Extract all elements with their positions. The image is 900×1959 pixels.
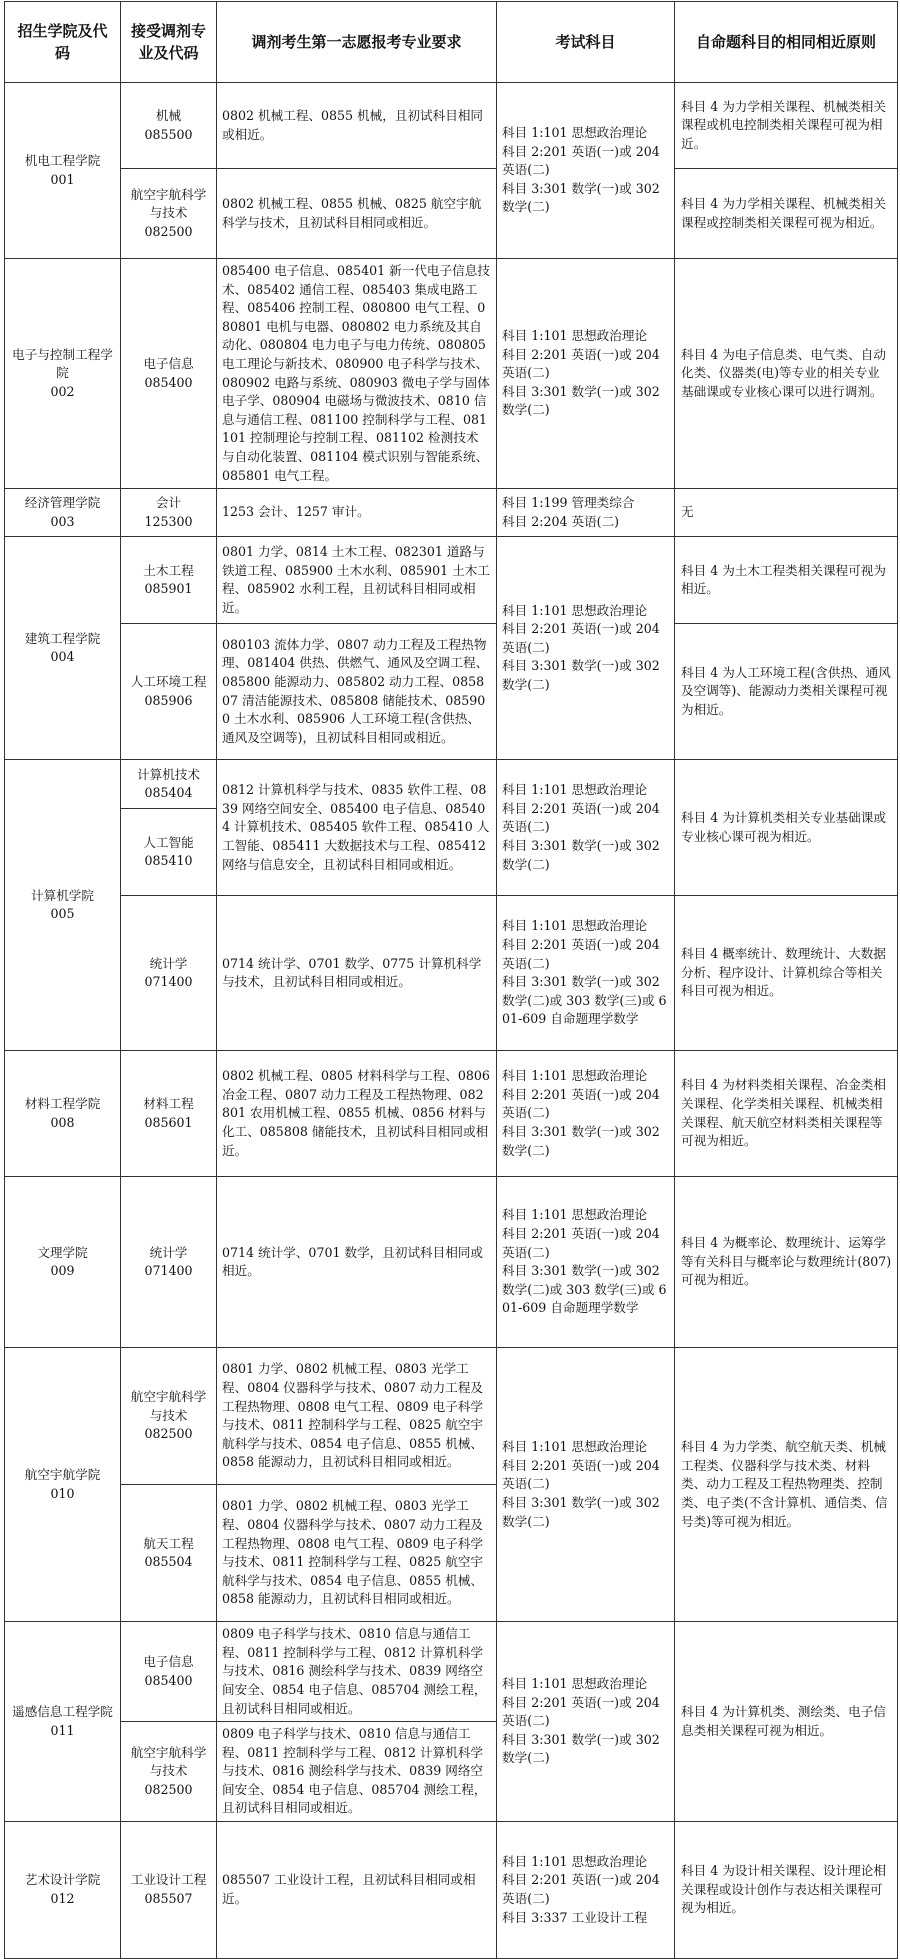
table-row <box>5 83 898 169</box>
exam-line: 科目 2:201 英语(一)或 204 英语(二) <box>502 800 660 835</box>
major-cell <box>121 83 217 169</box>
college-name: 文理学院 <box>37 1244 88 1260</box>
major-name: 航空宇航科学与技术 <box>130 1744 207 1779</box>
major-name: 机械 <box>155 107 182 123</box>
exam-line: 科目 3:301 数学(一)或 302 数学(二)或 303 数学(三)或 601-609 自命题理学数学 <box>502 974 667 1027</box>
exam-line: 科目 2:201 英语(一)或 204 英语(二) <box>502 143 660 178</box>
header-major: 接受调剂专业及代码 <box>121 2 217 83</box>
major-code: 085400 <box>144 1672 193 1688</box>
principle-cell: 科目 4 为概率论、数理统计、运筹学等有关科目与概率论与数理统计(807)可视为相近。 <box>675 1177 898 1348</box>
college-code: 011 <box>50 1722 75 1738</box>
exam-line: 科目 2:201 英语(一)或 204 英语(二) <box>502 1694 660 1729</box>
exam-line: 科目 1:199 管理类综合 <box>502 495 635 511</box>
principle-cell: 科目 4 为材料类相关课程、冶金类相关课程、化学类相关课程、机械类相关课程、航天航空材料类相关课程等可视为相近。 <box>675 1051 898 1177</box>
exam-line: 科目 2:201 英语(一)或 204 英语(二) <box>502 621 660 655</box>
college-cell <box>5 1348 121 1622</box>
requirement-cell: 1253 会计、1257 审计。 <box>217 489 497 537</box>
college-name: 计算机学院 <box>31 887 94 903</box>
principle-cell: 科目 4 为计算机类相关专业基础课或专业核心课可视为相近。 <box>675 760 898 896</box>
major-name: 航空宇航科学与技术 <box>130 1389 207 1423</box>
major-code: 071400 <box>144 974 193 990</box>
college-code: 004 <box>50 649 75 665</box>
exam-line: 科目 1:101 思想政治理论 <box>502 602 648 618</box>
exam-cell <box>497 259 675 489</box>
major-code: 085507 <box>144 1891 193 1907</box>
major-cell <box>121 169 217 259</box>
major-code: 082500 <box>144 1426 193 1442</box>
exam-line: 科目 2:201 英语(一)或 204 英语(二) <box>502 1872 660 1907</box>
exam-cell <box>497 489 675 537</box>
table-row <box>5 1051 898 1177</box>
requirement-cell: 0809 电子科学与技术、0810 信息与通信工程、0811 控制科学与工程、0812 计算机科学与技术、0816 测绘科学与技术、0839 网络空间安全、0854 电子信息、085704 测绘工程，且初试科目相同或相近。 <box>217 1622 497 1722</box>
major-name: 土木工程 <box>143 562 194 578</box>
adjustment-table <box>4 1 898 1959</box>
major-code: 071400 <box>144 1263 193 1279</box>
major-code: 085901 <box>144 581 193 597</box>
exam-line: 科目 1:101 思想政治理论 <box>502 125 648 141</box>
college-cell <box>5 1051 121 1177</box>
table-row <box>5 1177 898 1348</box>
college-name: 航空宇航学院 <box>24 1467 101 1483</box>
major-cell <box>121 1485 217 1622</box>
table-row <box>5 1822 898 1959</box>
exam-line: 科目 3:301 数学(一)或 302 数学(二) <box>502 1494 660 1529</box>
college-code: 002 <box>50 383 75 399</box>
exam-line: 科目 2:201 英语(一)或 204 英语(二) <box>502 346 660 381</box>
exam-line: 科目 1:101 思想政治理论 <box>502 1676 648 1692</box>
major-code: 085500 <box>144 126 193 142</box>
principle-cell: 无 <box>675 489 898 537</box>
college-code: 003 <box>50 513 75 529</box>
requirement-cell: 0809 电子科学与技术、0810 信息与通信工程、0811 控制科学与工程、0812 计算机科学与技术、0816 测绘科学与技术、0839 网络空间安全、0854 电子信息、085704 测绘工程，且初试科目相同或相近。 <box>217 1722 497 1822</box>
major-code: 085504 <box>144 1554 193 1570</box>
major-name: 会计 <box>155 495 182 511</box>
college-code: 005 <box>50 906 75 922</box>
major-name: 统计学 <box>149 955 188 971</box>
principle-cell: 科目 4 为电子信息类、电气类、自动化类、仪器类(电)等专业的相关专业基础课或专业核心课可以进行调剂。 <box>675 259 898 489</box>
major-name: 统计学 <box>149 1244 188 1260</box>
major-cell <box>121 1177 217 1348</box>
principle-cell: 科目 4 为土木工程类相关课程可视为相近。 <box>675 537 898 624</box>
requirement-cell: 0802 机械工程、0805 材料科学与工程、0806 冶金工程、0807 动力工程及工程热物理、082801 农用机械工程、0855 机械、0856 材料与化工、085808 储能技术，且初试科目相同或相近。 <box>217 1051 497 1177</box>
header-exam-subjects: 考试科目 <box>497 2 675 83</box>
major-code: 085906 <box>144 692 193 708</box>
exam-line: 科目 3:337 工业设计工程 <box>502 1909 648 1925</box>
exam-line: 科目 1:101 思想政治理论 <box>502 1853 648 1869</box>
college-cell <box>5 1177 121 1348</box>
exam-cell <box>497 1177 675 1348</box>
exam-line: 科目 3:301 数学(一)或 302 数学(二) <box>502 837 660 872</box>
exam-cell <box>497 896 675 1051</box>
college-code: 001 <box>50 171 75 187</box>
exam-line: 科目 2:201 英语(一)或 204 英语(二) <box>502 1086 660 1121</box>
exam-line: 科目 3:301 数学(一)或 302 数学(二) <box>502 1123 660 1158</box>
college-name: 建筑工程学院 <box>24 630 101 646</box>
exam-line: 科目 2:201 英语(一)或 204 英语(二) <box>502 1225 660 1260</box>
exam-line: 科目 3:301 数学(一)或 302 数学(二)或 303 数学(三)或 601-609 自命题理学数学 <box>502 1263 667 1316</box>
major-code: 085601 <box>144 1114 193 1130</box>
college-name: 遥感信息工程学院 <box>12 1704 113 1719</box>
major-cell <box>121 1722 217 1822</box>
exam-cell <box>497 1051 675 1177</box>
college-name: 材料工程学院 <box>24 1096 101 1112</box>
exam-cell <box>497 83 675 259</box>
major-name: 航空宇航科学与技术 <box>130 186 207 221</box>
exam-line: 科目 1:101 思想政治理论 <box>502 1068 648 1084</box>
principle-cell: 科目 4 为计算机类、测绘类、电子信息类相关课程可视为相近。 <box>675 1622 898 1822</box>
major-cell <box>121 1822 217 1959</box>
table-row <box>5 259 898 489</box>
principle-cell: 科目 4 为人工环境工程(含供热、通风及空调等)、能源动力类相关课程可视为相近。 <box>675 624 898 760</box>
requirement-cell: 080103 流体力学、0807 动力工程及工程热物理、081404 供热、供燃气、通风及空调工程、085800 能源动力、085802 动力工程、085807 清洁能源技术、085808 储能技术、085900 土木水利、085906 人工环境工程(含供热、通风及空调等)，且初试科目相同或相近。 <box>217 624 497 760</box>
requirement-cell: 0801 力学、0802 机械工程、0803 光学工程、0804 仪器科学与技术、0807 动力工程及工程热物理、0808 电气工程、0809 电子科学与技术、0811 控制科学与工程、0825 航空宇航科学与技术、0854 电子信息、0855 机械、0858 能源动力，且初试科目相同或相近。 <box>217 1485 497 1622</box>
requirement-cell: 0802 机械工程、0855 机械、0825 航空宇航科学与技术，且初试科目相同或相近。 <box>217 169 497 259</box>
major-code: 085404 <box>144 785 193 801</box>
college-code: 012 <box>50 1891 75 1907</box>
major-cell <box>121 624 217 760</box>
table-row <box>5 896 898 1051</box>
college-name: 电子与控制工程学院 <box>12 346 113 381</box>
major-cell <box>121 1348 217 1485</box>
exam-line: 科目 3:301 数学(一)或 302 数学(二) <box>502 658 660 693</box>
major-name: 人工环境工程 <box>130 674 207 690</box>
college-cell <box>5 1622 121 1822</box>
exam-cell <box>497 1622 675 1822</box>
exam-cell <box>497 760 675 896</box>
college-name: 艺术设计学院 <box>24 1872 101 1888</box>
college-cell <box>5 259 121 489</box>
exam-line: 科目 2:201 英语(一)或 204 英语(二) <box>502 1457 660 1492</box>
table-row <box>5 489 898 537</box>
header-requirement: 调剂考生第一志愿报考专业要求 <box>217 2 497 83</box>
major-name: 计算机技术 <box>137 766 200 782</box>
table-row <box>5 760 898 809</box>
principle-cell: 科目 4 概率统计、数理统计、大数据分析、程序设计、计算机综合等相关科目可视为相近。 <box>675 896 898 1051</box>
exam-line: 科目 2:201 英语(一)或 204 英语(二) <box>502 936 660 971</box>
exam-cell <box>497 1822 675 1959</box>
major-name: 材料工程 <box>143 1096 194 1112</box>
requirement-cell: 0812 计算机科学与技术、0835 软件工程、0839 网络空间安全、085400 电子信息、085404 计算机技术、085405 软件工程、085410 人工智能、085411 大数据技术与工程、085412 网络与信息安全，且初试科目相同或相近。 <box>217 760 497 896</box>
principle-cell: 科目 4 为设计相关课程、设计理论相关课程或设计创作与表达相关课程可视为相近。 <box>675 1822 898 1959</box>
major-cell <box>121 760 217 809</box>
requirement-cell: 0801 力学、0814 土木工程、082301 道路与铁道工程、085900 土木水利、085901 土木工程、085902 水利工程，且初试科目相同或相近。 <box>217 537 497 624</box>
requirement-cell: 0714 统计学、0701 数学、0775 计算机科学与技术，且初试科目相同或相近。 <box>217 896 497 1051</box>
requirement-cell: 0802 机械工程、0855 机械，且初试科目相同或相近。 <box>217 83 497 169</box>
major-name: 电子信息 <box>143 355 194 371</box>
college-cell <box>5 760 121 1051</box>
major-name: 电子信息 <box>143 1654 194 1670</box>
header-row <box>5 2 898 83</box>
header-college: 招生学院及代码 <box>5 2 121 83</box>
major-cell <box>121 489 217 537</box>
major-name: 航天工程 <box>143 1535 194 1551</box>
college-cell <box>5 489 121 537</box>
college-code: 009 <box>50 1263 75 1279</box>
page <box>0 1 900 1925</box>
major-code: 082500 <box>144 1781 193 1797</box>
exam-line: 科目 1:101 思想政治理论 <box>502 918 648 934</box>
requirement-cell: 085507 工业设计工程，且初试科目相同或相近。 <box>217 1822 497 1959</box>
college-name: 经济管理学院 <box>24 495 101 511</box>
header-principle: 自命题科目的相同相近原则 <box>675 2 898 83</box>
college-cell <box>5 537 121 760</box>
major-name: 工业设计工程 <box>130 1872 207 1888</box>
major-cell <box>121 1051 217 1177</box>
table-row <box>5 1622 898 1722</box>
principle-cell: 科目 4 为力学相关课程、机械类相关课程或控制类相关课程可视为相近。 <box>675 169 898 259</box>
college-code: 008 <box>50 1114 75 1130</box>
requirement-cell: 085400 电子信息、085401 新一代电子信息技术、085402 通信工程、085403 集成电路工程、085406 控制工程、080800 电气工程、080801 电机与电器、080802 电力系统及其自动化、080804 电力电子与电力传统、080805 电工理论与新技术、080900 电子科学与技术、080902 电路与系统、080903 微电子学与固体电子学、080904 电磁场与微波技术、0810 信息与通信工程、081100 控制科学与工程、081101 控制理论与控制工程、081102 检测技术与自动化装置、081104 模式识别与智能系统、085801 电气工程。 <box>217 259 497 489</box>
major-cell <box>121 896 217 1051</box>
major-cell <box>121 809 217 896</box>
major-name: 人工智能 <box>143 834 194 850</box>
exam-line: 科目 1:101 思想政治理论 <box>502 782 648 798</box>
requirement-cell: 0714 统计学、0701 数学，且初试科目相同或相近。 <box>217 1177 497 1348</box>
table-row <box>5 1348 898 1485</box>
exam-line: 科目 1:101 思想政治理论 <box>502 1439 648 1455</box>
college-code: 010 <box>50 1485 75 1501</box>
exam-cell <box>497 1348 675 1622</box>
principle-cell: 科目 4 为力学类、航空航天类、机械工程类、仪器科学与技术类、材料类、动力工程及工程热物理类、控制类、电子类(不含计算机、通信类、信号类)等可视为相近。 <box>675 1348 898 1622</box>
college-name: 机电工程学院 <box>24 152 101 168</box>
exam-line: 科目 3:301 数学(一)或 302 数学(二) <box>502 1731 660 1766</box>
major-code: 125300 <box>144 513 193 529</box>
exam-line: 科目 3:301 数学(一)或 302 数学(二) <box>502 383 660 418</box>
exam-cell <box>497 537 675 760</box>
major-code: 082500 <box>144 223 193 239</box>
major-code: 085400 <box>144 374 193 390</box>
requirement-cell: 0801 力学、0802 机械工程、0803 光学工程、0804 仪器科学与技术、0807 动力工程及工程热物理、0808 电气工程、0809 电子科学与技术、0811 控制科学与工程、0825 航空宇航科学与技术、0854 电子信息、0855 机械、0858 能源动力，且初试科目相同或相近。 <box>217 1348 497 1485</box>
major-code: 085410 <box>144 853 193 869</box>
exam-line: 科目 2:204 英语(二) <box>502 513 620 529</box>
college-cell <box>5 83 121 259</box>
principle-cell: 科目 4 为力学相关课程、机械类相关课程或机电控制类相关课程可视为相近。 <box>675 83 898 169</box>
exam-line: 科目 1:101 思想政治理论 <box>502 1207 648 1223</box>
major-cell <box>121 1622 217 1722</box>
exam-line: 科目 1:101 思想政治理论 <box>502 328 648 344</box>
major-cell <box>121 537 217 624</box>
exam-line: 科目 3:301 数学(一)或 302 数学(二) <box>502 180 660 215</box>
major-cell <box>121 259 217 489</box>
table-row <box>5 537 898 624</box>
college-cell <box>5 1822 121 1959</box>
table-row <box>5 624 898 760</box>
table-row <box>5 169 898 259</box>
